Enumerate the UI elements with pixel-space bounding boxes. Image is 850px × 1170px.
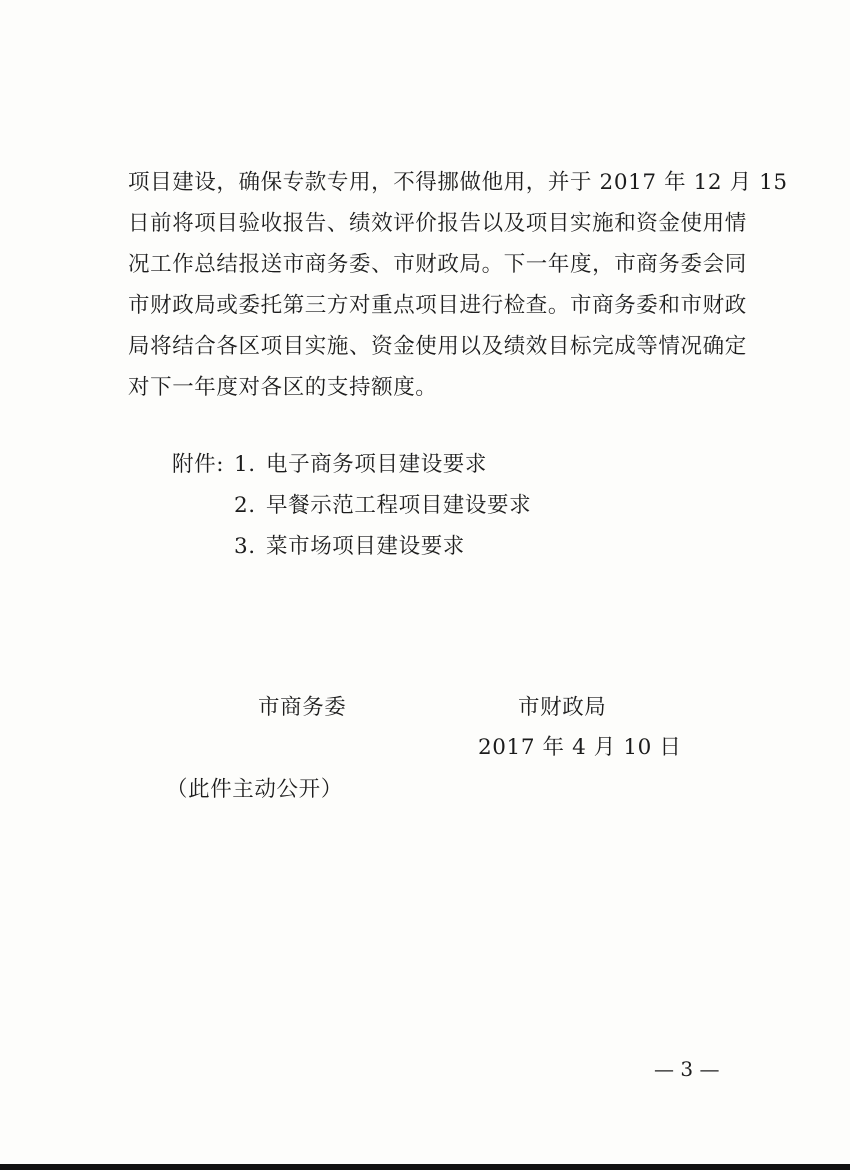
attachment-title: 电子商务项目建设要求 (266, 452, 488, 477)
signature-finance-bureau: 市财政局 (518, 695, 607, 720)
body-paragraph (128, 162, 788, 408)
body-line: 局将结合各区项目实施、资金使用以及绩效目标完成等情况确定 (128, 334, 747, 359)
body-line: 对下一年度对各区的支持额度。 (128, 375, 438, 400)
scan-edge-divider (0, 1164, 850, 1170)
attachment-list (172, 444, 531, 567)
attachment-item (172, 485, 531, 526)
attachment-number: 1. (234, 452, 256, 477)
attachment-label-spacer (172, 526, 234, 567)
body-line: 市财政局或委托第三方对重点项目进行检查。市商务委和市财政 (128, 293, 747, 318)
attachment-label: 附件: (172, 452, 225, 477)
attachment-title: 早餐示范工程项目建设要求 (266, 493, 532, 518)
attachment-number: 2. (234, 493, 256, 518)
attachment-label-spacer (172, 485, 234, 526)
signature-date: 2017 年 4 月 10 日 (478, 735, 682, 760)
attachment-item (172, 526, 531, 567)
attachment-number: 3. (234, 534, 256, 559)
disclosure-note: （此件主动公开） (166, 777, 343, 802)
attachment-title: 菜市场项目建设要求 (266, 534, 465, 559)
page-number: — 3 — (654, 1057, 720, 1081)
attachment-item (172, 444, 531, 485)
body-line: 日前将项目验收报告、绩效评价报告以及项目实施和资金使用情 (128, 211, 747, 236)
signature-commerce-commission: 市商务委 (258, 695, 347, 720)
body-line: 项目建设，确保专款专用，不得挪做他用，并于 2017 年 12 月 15 (128, 170, 788, 195)
body-line: 况工作总结报送市商务委、市财政局。下一年度，市商务委会同 (128, 252, 747, 277)
